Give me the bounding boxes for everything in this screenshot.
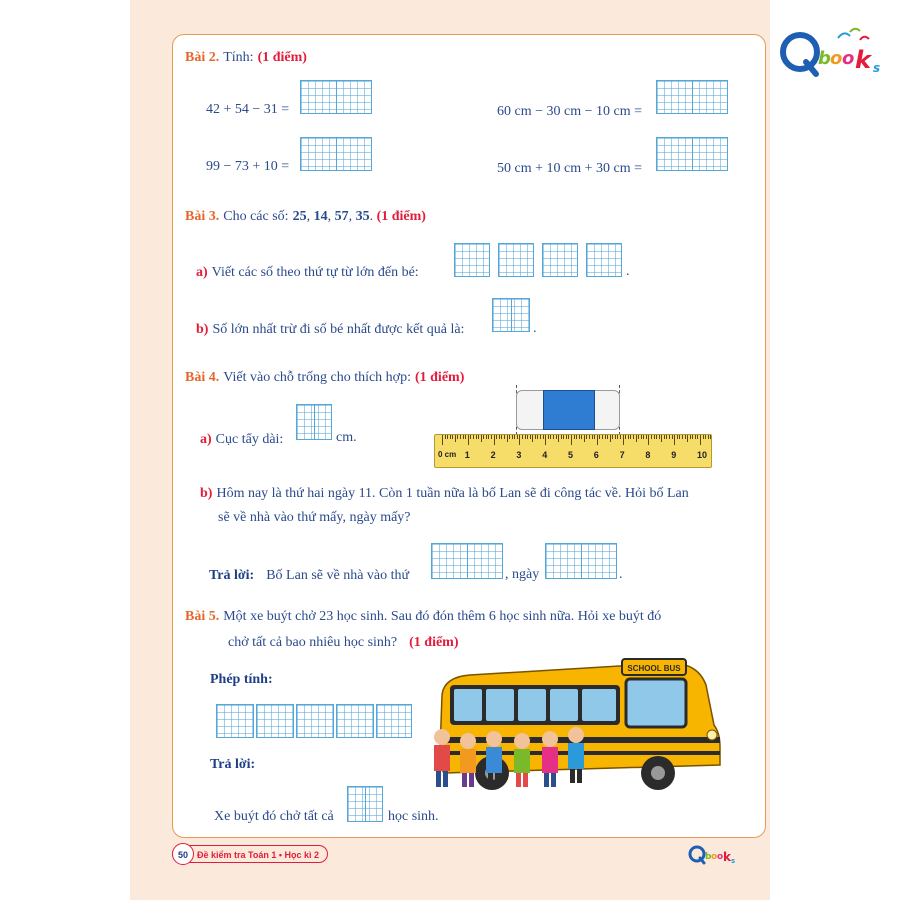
ruler-tick bbox=[445, 435, 446, 439]
bai4-title: Bài 4. bbox=[185, 370, 220, 385]
ruler-tick bbox=[527, 435, 528, 439]
ruler-tick bbox=[537, 435, 538, 439]
footer-title-pill bbox=[172, 845, 328, 863]
bai5-calc-box-5[interactable] bbox=[376, 704, 412, 738]
ruler-tick bbox=[488, 435, 489, 439]
ruler-tick bbox=[646, 435, 647, 439]
ruler-tick bbox=[579, 435, 580, 439]
ruler-tick bbox=[636, 435, 637, 442]
ruler-tick bbox=[617, 435, 618, 439]
school-bus-illustration bbox=[430, 655, 730, 795]
ruler-tick bbox=[558, 435, 559, 442]
ruler-tick bbox=[674, 435, 675, 445]
bai3-order-box-1[interactable] bbox=[454, 243, 490, 277]
bai2-answer-box-2[interactable] bbox=[656, 80, 728, 114]
footer-title: Đề kiểm tra Toán 1 • Học kì 2 bbox=[197, 850, 320, 860]
qbooks-logo bbox=[778, 20, 888, 80]
ruler-tick bbox=[556, 435, 557, 439]
ruler-tick bbox=[664, 435, 665, 439]
bai3-number: 35 bbox=[355, 209, 370, 224]
bai4-answer-label: Trả lời: bbox=[209, 568, 255, 583]
ruler-tick bbox=[592, 435, 593, 439]
ruler-tick bbox=[481, 435, 482, 442]
ruler-tick bbox=[463, 435, 464, 439]
bai5-line2: chở tất cả bao nhiêu học sinh? bbox=[228, 635, 398, 650]
bai3-b-text: Số lớn nhất trừ đi số bé nhất được kết quả là: bbox=[212, 322, 465, 337]
bai4-task: Viết vào chỗ trống cho thích hợp: bbox=[223, 370, 411, 385]
ruler-tick bbox=[561, 435, 562, 439]
bai4-b-label: b) bbox=[200, 486, 213, 501]
eraser-image bbox=[516, 390, 620, 430]
ruler-number: 6 bbox=[593, 450, 599, 460]
svg-text:b: b bbox=[818, 48, 831, 69]
ruler-tick bbox=[700, 435, 701, 445]
bai3-b bbox=[196, 320, 464, 338]
ruler-tick bbox=[630, 435, 631, 439]
bai3-number: 14 bbox=[313, 209, 328, 224]
ruler-tick bbox=[641, 435, 642, 439]
bai5-calc-box-3[interactable] bbox=[296, 704, 334, 738]
ruler-tick bbox=[708, 435, 709, 439]
bai5-answer-prefix: Xe buýt đó chở tất cả bbox=[214, 809, 334, 824]
bai2-answer-box-4[interactable] bbox=[656, 137, 728, 171]
bai5-answer-label: Trả lời: bbox=[210, 757, 256, 772]
ruler-tick bbox=[656, 435, 657, 439]
bai3-order-box-2[interactable] bbox=[498, 243, 534, 277]
page-number: 50 bbox=[172, 843, 194, 865]
svg-text:b: b bbox=[705, 852, 712, 862]
ruler-number: 10 bbox=[697, 450, 708, 460]
bai2-points: (1 điểm) bbox=[257, 50, 307, 65]
ruler-tick bbox=[507, 435, 508, 442]
bai5-calc-label: Phép tính: bbox=[210, 672, 273, 687]
bai2-expr2: 60 cm − 30 cm − 10 cm = bbox=[497, 104, 642, 119]
ruler-tick bbox=[705, 435, 706, 439]
ruler-tick bbox=[677, 435, 678, 439]
ruler-tick bbox=[457, 435, 458, 439]
bai4-answer bbox=[209, 566, 409, 584]
ruler-tick bbox=[514, 435, 515, 439]
bai5-title: Bài 5. bbox=[185, 609, 220, 624]
svg-text:o: o bbox=[830, 48, 843, 69]
ruler-tick bbox=[548, 435, 549, 439]
bai3-title: Bài 3. bbox=[185, 209, 220, 224]
svg-text:s: s bbox=[731, 857, 736, 865]
ruler-tick bbox=[685, 435, 686, 439]
bai3-task: Cho các số: bbox=[223, 209, 289, 224]
ruler-tick bbox=[584, 435, 585, 442]
ruler-tick bbox=[465, 435, 466, 439]
ruler-tick bbox=[574, 435, 575, 439]
bai3-a-label: a) bbox=[196, 265, 208, 280]
ruler-tick bbox=[566, 435, 567, 439]
ruler-tick bbox=[530, 435, 531, 439]
ruler-tick bbox=[496, 435, 497, 439]
ruler-tick bbox=[594, 435, 595, 439]
ruler-tick bbox=[563, 435, 564, 439]
bai2-answer-box-1[interactable] bbox=[300, 80, 372, 114]
bai3-order-box-3[interactable] bbox=[542, 243, 578, 277]
ruler-tick bbox=[468, 435, 469, 445]
ruler-tick bbox=[442, 435, 443, 445]
ruler-number: 3 bbox=[516, 450, 522, 460]
ruler-tick bbox=[666, 435, 667, 439]
bai2-expr1: 42 + 54 − 31 = bbox=[206, 102, 290, 117]
bai4-b bbox=[200, 484, 689, 502]
bai5-points: (1 điểm) bbox=[409, 635, 459, 650]
ruler-tick bbox=[669, 435, 670, 439]
bai2-header bbox=[185, 48, 307, 66]
ruler-tick bbox=[625, 435, 626, 439]
ruler-tick bbox=[620, 435, 621, 439]
bai4-header bbox=[185, 368, 464, 386]
bai4-date-box[interactable] bbox=[545, 543, 617, 579]
bai4-answer-text: Bố Lan sẽ về nhà vào thứ bbox=[266, 568, 410, 583]
bai3-a bbox=[196, 263, 419, 281]
bai3-number: 25 bbox=[292, 209, 307, 224]
bai5-calc-box-2[interactable] bbox=[256, 704, 294, 738]
ruler-tick bbox=[672, 435, 673, 439]
ruler-number: 4 bbox=[542, 450, 548, 460]
ruler-tick bbox=[478, 435, 479, 439]
ruler-tick bbox=[586, 435, 587, 439]
bai5-line2-wrap bbox=[228, 633, 459, 651]
qbooks-logo-graphic bbox=[778, 20, 888, 80]
ruler-tick bbox=[687, 435, 688, 442]
svg-text:o: o bbox=[842, 48, 855, 69]
bai2-expr3: 99 − 73 + 10 = bbox=[206, 159, 290, 174]
ruler-tick bbox=[581, 435, 582, 439]
ruler-tick bbox=[553, 435, 554, 439]
bai4-b-line1: Hôm nay là thứ hai ngày 11. Còn 1 tuần nữa là bố Lan sẽ đi công tác về. Hỏi bố Lan bbox=[216, 486, 689, 501]
ruler-tick bbox=[612, 435, 613, 439]
ruler-tick bbox=[460, 435, 461, 439]
ruler-tick bbox=[710, 435, 711, 439]
svg-text:o: o bbox=[717, 852, 724, 862]
bus-sign-text: SCHOOL BUS bbox=[627, 664, 681, 673]
ruler-tick bbox=[610, 435, 611, 442]
ruler-tick bbox=[615, 435, 616, 439]
ruler-tick bbox=[692, 435, 693, 439]
bai5-answer-box[interactable] bbox=[347, 786, 383, 822]
bai4-a-text: Cục tẩy dài: bbox=[215, 432, 284, 447]
bai4-b-line2: sẽ về nhà vào thứ mấy, ngày mấy? bbox=[218, 510, 411, 525]
ruler-tick bbox=[602, 435, 603, 439]
ruler-tick bbox=[470, 435, 471, 439]
bai2-task: Tính: bbox=[223, 50, 254, 65]
ruler-tick bbox=[690, 435, 691, 439]
ruler-tick bbox=[643, 435, 644, 439]
bai4-a bbox=[200, 430, 283, 448]
ruler-tick bbox=[605, 435, 606, 439]
ruler-number: 7 bbox=[619, 450, 625, 460]
ruler-tick bbox=[504, 435, 505, 439]
ruler-tick bbox=[607, 435, 608, 439]
bai2-title: Bài 2. bbox=[185, 50, 220, 65]
svg-text:k: k bbox=[855, 46, 871, 74]
svg-text:k: k bbox=[723, 850, 731, 864]
ruler-number: 0 cm bbox=[438, 450, 457, 459]
bai3-order-box-4[interactable] bbox=[586, 243, 622, 277]
ruler-number: 2 bbox=[490, 450, 496, 460]
ruler bbox=[434, 434, 712, 468]
ruler-tick bbox=[545, 435, 546, 445]
ruler-tick bbox=[486, 435, 487, 439]
ruler-tick bbox=[654, 435, 655, 439]
ruler-tick bbox=[452, 435, 453, 439]
ruler-tick bbox=[697, 435, 698, 439]
ruler-tick bbox=[703, 435, 704, 439]
ruler-tick bbox=[576, 435, 577, 439]
ruler-tick bbox=[532, 435, 533, 442]
ruler-tick bbox=[535, 435, 536, 439]
ruler-tick bbox=[483, 435, 484, 439]
ruler-tick bbox=[517, 435, 518, 439]
ruler-tick bbox=[695, 435, 696, 439]
ruler-tick bbox=[550, 435, 551, 439]
bai3-points: (1 điểm) bbox=[376, 209, 426, 224]
ruler-tick bbox=[659, 435, 660, 439]
ruler-tick bbox=[499, 435, 500, 439]
bai3-a-text: Viết các số theo thứ tự từ lớn đến bé: bbox=[211, 265, 419, 280]
ruler-tick bbox=[512, 435, 513, 439]
ruler-tick bbox=[543, 435, 544, 439]
ruler-tick bbox=[501, 435, 502, 439]
ruler-number: 5 bbox=[568, 450, 574, 460]
eraser-sleeve bbox=[543, 390, 595, 430]
bai3-b-label: b) bbox=[196, 322, 209, 337]
bai5-answer-suffix: học sinh. bbox=[388, 809, 439, 824]
ruler-tick bbox=[473, 435, 474, 439]
ruler-tick bbox=[491, 435, 492, 439]
bai5-calc-box-1[interactable] bbox=[216, 704, 254, 738]
ruler-tick bbox=[455, 435, 456, 442]
bai4-answer-mid: , ngày bbox=[505, 567, 540, 582]
ruler-tick bbox=[633, 435, 634, 439]
bai2-answer-box-3[interactable] bbox=[300, 137, 372, 171]
ruler-tick bbox=[589, 435, 590, 439]
bai4-a-label: a) bbox=[200, 432, 212, 447]
ruler-number: 1 bbox=[464, 450, 470, 460]
bai3-number: 57 bbox=[334, 209, 349, 224]
ruler-tick bbox=[623, 435, 624, 445]
ruler-tick bbox=[509, 435, 510, 439]
ruler-tick bbox=[447, 435, 448, 439]
bai4-weekday-box[interactable] bbox=[431, 543, 503, 579]
ruler-tick bbox=[599, 435, 600, 439]
ruler-tick bbox=[679, 435, 680, 439]
ruler-tick bbox=[648, 435, 649, 445]
bai5-header bbox=[185, 607, 661, 625]
ruler-tick bbox=[651, 435, 652, 439]
bai3-header: Bài 3. Cho các số: 25, 14, 57, 35. (1 điểm) bbox=[185, 209, 426, 224]
bai5-calc-box-4[interactable] bbox=[336, 704, 374, 738]
ruler-tick bbox=[638, 435, 639, 439]
school-bus-graphic bbox=[430, 655, 730, 795]
bai4-length-box[interactable] bbox=[296, 404, 332, 440]
ruler-tick bbox=[568, 435, 569, 439]
bai5-line1: Một xe buýt chở 23 học sinh. Sau đó đón thêm 6 học sinh nữa. Hỏi xe buýt đó bbox=[223, 609, 662, 624]
footer-logo bbox=[688, 842, 738, 871]
ruler-number: 9 bbox=[671, 450, 677, 460]
ruler-tick bbox=[571, 435, 572, 445]
ruler-number: 8 bbox=[645, 450, 651, 460]
ruler-tick bbox=[661, 435, 662, 442]
ruler-tick bbox=[525, 435, 526, 439]
ruler-tick bbox=[540, 435, 541, 439]
ruler-tick bbox=[450, 435, 451, 439]
footer-logo-graphic bbox=[688, 842, 738, 866]
ruler-tick bbox=[522, 435, 523, 439]
ruler-tick bbox=[519, 435, 520, 445]
bai3-result-box[interactable] bbox=[492, 298, 530, 332]
ruler-tick bbox=[628, 435, 629, 439]
ruler-tick bbox=[494, 435, 495, 445]
ruler-tick bbox=[476, 435, 477, 439]
ruler-tick bbox=[597, 435, 598, 445]
bai2-expr4: 50 cm + 10 cm + 30 cm = bbox=[497, 161, 642, 176]
bai4-a-unit: cm. bbox=[336, 430, 357, 445]
ruler-tick bbox=[682, 435, 683, 439]
bai4-points: (1 điểm) bbox=[414, 370, 465, 385]
svg-text:s: s bbox=[873, 61, 881, 75]
svg-text:o: o bbox=[711, 852, 718, 862]
